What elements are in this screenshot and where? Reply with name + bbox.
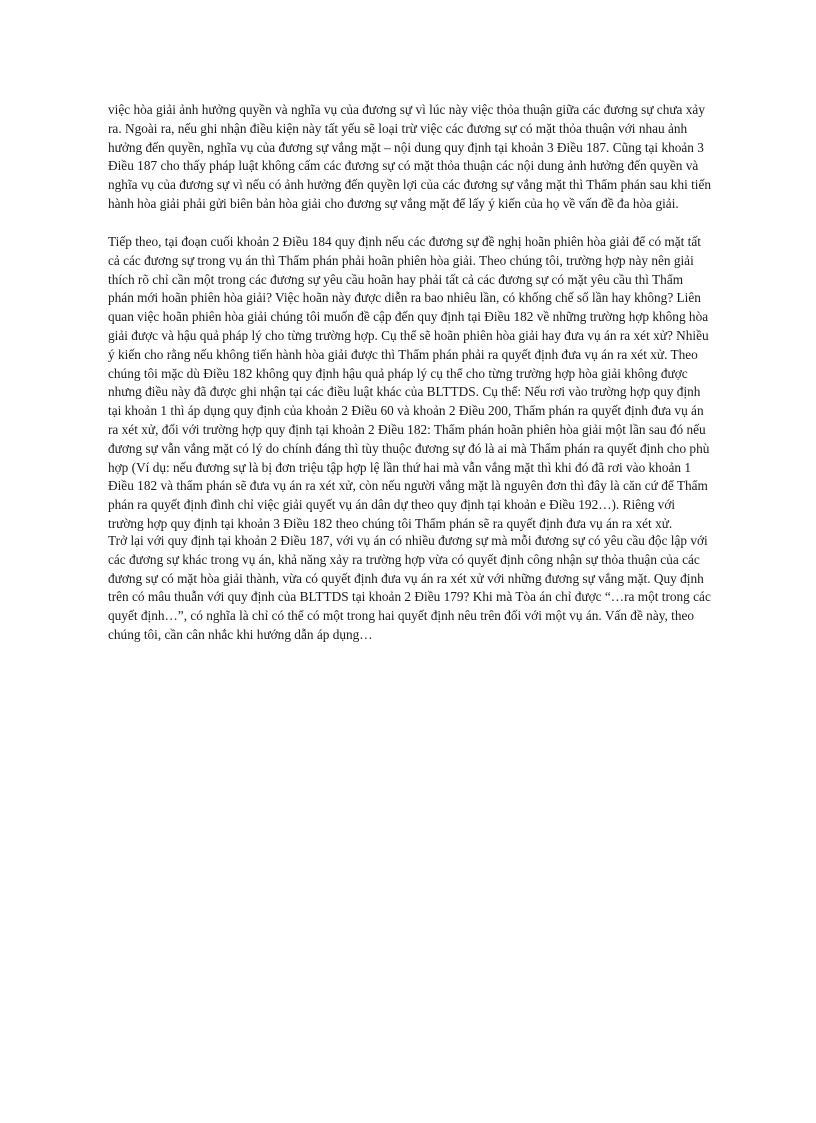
paragraph-3-container — [108, 532, 712, 645]
paragraph-1-container — [108, 101, 712, 214]
paragraph-3: Trở lại với quy định tại khoản 2 Điều 187, với vụ án có nhiều đương sự mà mỗi đương sự có yêu cầu độc lập với các đương sự khác trong vụ án, khả năng xảy ra trường hợp vừa có quyết định công nhận sự thỏa thuận của các đương sự có mặt hòa giải thành, vừa có quyết định đưa vụ án ra xét xử với những đương sự vắng mặt. Quy định trên có mâu thuẫn với quy định của BLTTDS tại khoản 2 Điều 179? Khi mà Tòa án chỉ được “…ra một trong các quyết định…”, có nghĩa là chỉ có thể có một trong hai quyết định nêu trên đối với một vụ án. Vấn đề này, theo chúng tôi, cần cân nhắc khi hướng dẫn áp dụng… — [108, 533, 711, 642]
paragraph-2-container — [108, 233, 712, 534]
paragraph-2: Tiếp theo, tại đoạn cuối khoản 2 Điều 184 quy định nếu các đương sự đề nghị hoãn phiên hòa giải để có mặt tất cả các đương sự trong vụ án thì Thẩm phán phải hoãn phiên hòa giải. Theo chúng tôi, trường hợp này nên giải thích rõ chỉ cần một trong các đương sự yêu cầu hoãn hay phải tất cả các đương sự có mặt yêu cầu thì Thẩm phán mới hoãn phiên hòa giải? Việc hoãn này được diễn ra bao nhiêu lần, có khống chế số lần hay không? Liên quan việc hoãn phiên hòa giải chúng tôi muốn đề cập đến quy định tại Điều 182 về những trường hợp không hòa giải được và hậu quả pháp lý cho từng trường hợp. Cụ thể sẽ hoãn phiên hòa giải hay đưa vụ án ra xét xử? Nhiều ý kiến cho rằng nếu không tiến hành hòa giải được thì Thẩm phán phải ra quyết định đưa vụ án ra xét xử. Theo chúng tôi mặc dù Điều 182 không quy định hậu quả pháp lý cụ thể cho từng trường hợp hòa giải không được nhưng điều này đã được ghi nhận tại các điều luật khác của BLTTDS. Cụ thể: Nếu rơi vào trường hợp quy định tại khoản 1 thì áp dụng quy định của khoản 2 Điều 60 và khoản 2 Điều 200, Thẩm phán ra quyết định đưa vụ án ra xét xử, đối với trường hợp quy định tại khoản 2 Điều 182: Thẩm phán hoãn phiên hòa giải một lần sau đó nếu đương sự vẫn vắng mặt có lý do chính đáng thì tùy thuộc đương sự đó là ai mà Thẩm phán ra quyết định cho phù hợp (Ví dụ: nếu đương sự là bị đơn triệu tập hợp lệ lần thứ hai mà vẫn vắng mặt thì khi đó đã rơi vào khoản 1 Điều 182 và thẩm phán sẽ đưa vụ án ra xét xử, còn nếu người vắng mặt là nguyên đơn thì đây là căn cứ để Thẩm phán ra quyết định đình chỉ việc giải quyết vụ án dân dự theo quy định tại khoản e Điều 192…). Riêng với trường hợp quy định tại khoản 3 Điều 182 theo chúng tôi Thẩm phán sẽ ra quyết định đưa vụ án ra xét xử. — [108, 234, 710, 531]
paragraph-1: việc hòa giải ảnh hưởng quyền và nghĩa vụ của đương sự vì lúc này việc thỏa thuận giữa các đương sự chưa xảy ra. Ngoài ra, nếu ghi nhận điều kiện này tất yếu sẽ loại trừ việc các đương sự có mặt thỏa thuận với nhau ảnh hưởng đến quyền, nghĩa vụ của đương sự vắng mặt – nội dung quy định tại khoản 3 Điều 187. Cũng tại khoản 3 Điều 187 cho thấy pháp luật không cấm các đương sự có mặt thỏa thuận các nội dung ảnh hưởng đến quyền và nghĩa vụ của đương sự vì nếu có ảnh hưởng đến quyền lợi của các đương sự vắng mặt thì Thẩm phán sau khi tiến hành hòa giải phải gửi biên bản hòa giải cho đương sự vắng mặt để lấy ý kiến của họ về vấn đề đa hòa giải. — [108, 102, 712, 211]
